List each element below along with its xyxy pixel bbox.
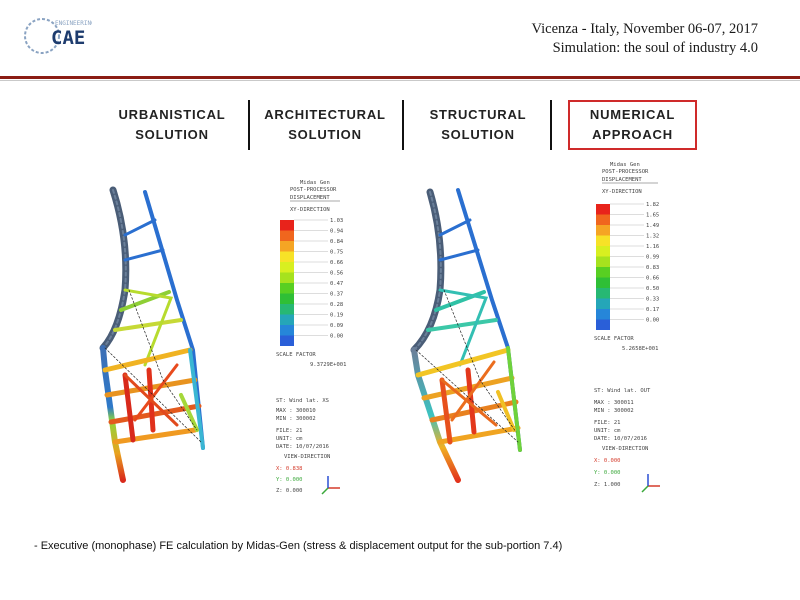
load-case: ST: Wind lat. OUT [594,388,651,394]
view-z: Z: 1.000 [594,482,621,488]
legend-swatch [280,304,294,315]
legend-value: 1.49 [646,223,660,229]
legend-value: 0.17 [646,307,660,313]
legend-value: 0.28 [330,302,344,308]
scale-factor-value: 5.2658E+001 [622,346,659,352]
legend-swatch [280,315,294,326]
legend-swatch [596,299,610,310]
legend-direction: XY-DIRECTION [602,189,642,195]
date-line: DATE: 10/07/2016 [594,436,647,442]
unit-line: UNIT: cm [276,436,303,442]
legend-swatch [596,246,610,257]
min-node: MIN : 300002 [276,416,316,422]
legend-value: 0.99 [646,254,660,261]
view-direction: VIEW-DIRECTION [284,454,331,460]
axis-triad-icon [322,476,340,494]
date-line: DATE: 10/07/2016 [276,444,329,450]
tab-numerical[interactable] [568,100,697,150]
tab-urbanistical[interactable] [108,100,236,150]
legend-swatch [280,252,294,263]
legend-swatch [596,288,610,299]
tab-label-line2: SOLUTION [441,127,515,142]
legend-swatch [280,241,294,252]
header-divider [0,76,800,79]
file-line: FILE: 21 [594,420,621,426]
legend-swatch [596,267,610,278]
legend-value: 1.16 [646,244,660,250]
legend-value: 0.66 [646,275,660,282]
tab-structural[interactable] [414,100,542,150]
legend-panel-left [270,178,360,498]
scale-factor-value: 9.3729E+001 [310,362,347,368]
legend-scale [596,202,659,330]
section-tabs [0,100,800,150]
view-direction: VIEW-DIRECTION [602,446,649,452]
legend-swatch [596,320,610,331]
view-x: X: 0.838 [276,466,303,472]
legend-swatch [596,236,610,247]
legend-swatch [596,204,610,215]
scale-factor-label: SCALE FACTOR [276,352,316,358]
slide-caption: - Executive (monophase) FE calculation by Midas-Gen (stress & displacement output for the sub-portion 7.4) [34,540,563,552]
legend-swatch [280,220,294,231]
legend-value: 0.09 [330,323,344,329]
legend-scale [280,218,344,346]
tab-label-line2: APPROACH [592,127,673,142]
legend-title: Midas Gen [300,180,330,186]
legend-swatch [596,257,610,268]
legend-value: 1.65 [646,212,660,219]
min-node: MIN : 300002 [594,408,634,414]
tab-separator [402,100,404,150]
legend-subtitle: POST-PROCESSOR [602,169,649,175]
legend-result: DISPLACEMENT [290,195,330,201]
legend-value: 0.83 [646,265,660,271]
tab-separator [248,100,250,150]
scale-factor-label: SCALE FACTOR [594,336,634,342]
legend-swatch [280,231,294,242]
legend-title: Midas Gen [610,162,640,168]
legend-swatch [280,336,294,347]
legend-panel-right [588,160,678,500]
tab-label-line2: SOLUTION [288,127,362,142]
legend-value: 1.82 [646,202,660,208]
file-line: FILE: 21 [276,428,303,434]
tab-separator [550,100,552,150]
unit-line: UNIT: cm [594,428,621,434]
legend-swatch [596,225,610,236]
legend-value: 1.03 [330,218,344,224]
logo-text: CAE [51,27,86,49]
legend-value: 0.00 [646,317,660,324]
legend-value: 0.75 [330,249,344,256]
axis-triad-icon [642,474,660,492]
fe-model-left [85,180,265,490]
view-y: Y: 0.000 [594,470,621,476]
view-x: X: 0.000 [594,458,621,464]
cae-logo [22,14,92,58]
logo-arc-text: ENGINEERING [55,20,92,27]
legend-value: 0.66 [330,260,344,266]
legend-swatch [280,273,294,284]
legend-swatch [280,325,294,336]
legend-swatch [596,309,610,320]
legend-swatch [596,278,610,289]
legend-value: 0.33 [646,296,660,303]
legend-swatch [280,262,294,273]
legend-value: 0.56 [330,270,344,277]
tab-architectural[interactable] [260,100,390,150]
legend-direction: XY-DIRECTION [290,207,330,213]
legend-value: 0.84 [330,239,344,245]
legend-value: 1.32 [646,233,660,240]
event-line: Vicenza - Italy, November 06-07, 2017 [531,21,758,37]
max-node: MAX : 300011 [594,400,634,406]
legend-result: DISPLACEMENT [602,177,642,183]
tab-label-line1: ARCHITECTURAL [264,107,386,122]
legend-swatch [596,215,610,226]
header-event-info [532,20,759,58]
subtitle-line: Simulation: the soul of industry 4.0 [552,40,758,56]
load-case: ST: Wind lat. XS [276,398,329,404]
tab-label-line1: STRUCTURAL [429,107,527,122]
legend-value: 0.19 [330,312,344,319]
legend-swatch [280,283,294,294]
tab-label-line1: URBANISTICAL [118,107,226,122]
legend-value: 0.94 [330,228,344,235]
fe-model-right [400,180,590,490]
legend-subtitle: POST-PROCESSOR [290,187,337,193]
view-z: Z: 0.000 [276,488,303,494]
legend-value: 0.50 [646,286,660,292]
tab-label-line2: SOLUTION [135,127,209,142]
max-node: MAX : 300010 [276,408,316,414]
legend-value: 0.47 [330,281,344,287]
legend-value: 0.37 [330,291,344,298]
tab-label-line1: NUMERICAL [589,107,676,122]
header-divider-thin [0,80,800,81]
view-y: Y: 0.000 [276,477,303,483]
legend-value: 0.00 [330,333,344,340]
legend-swatch [280,294,294,305]
